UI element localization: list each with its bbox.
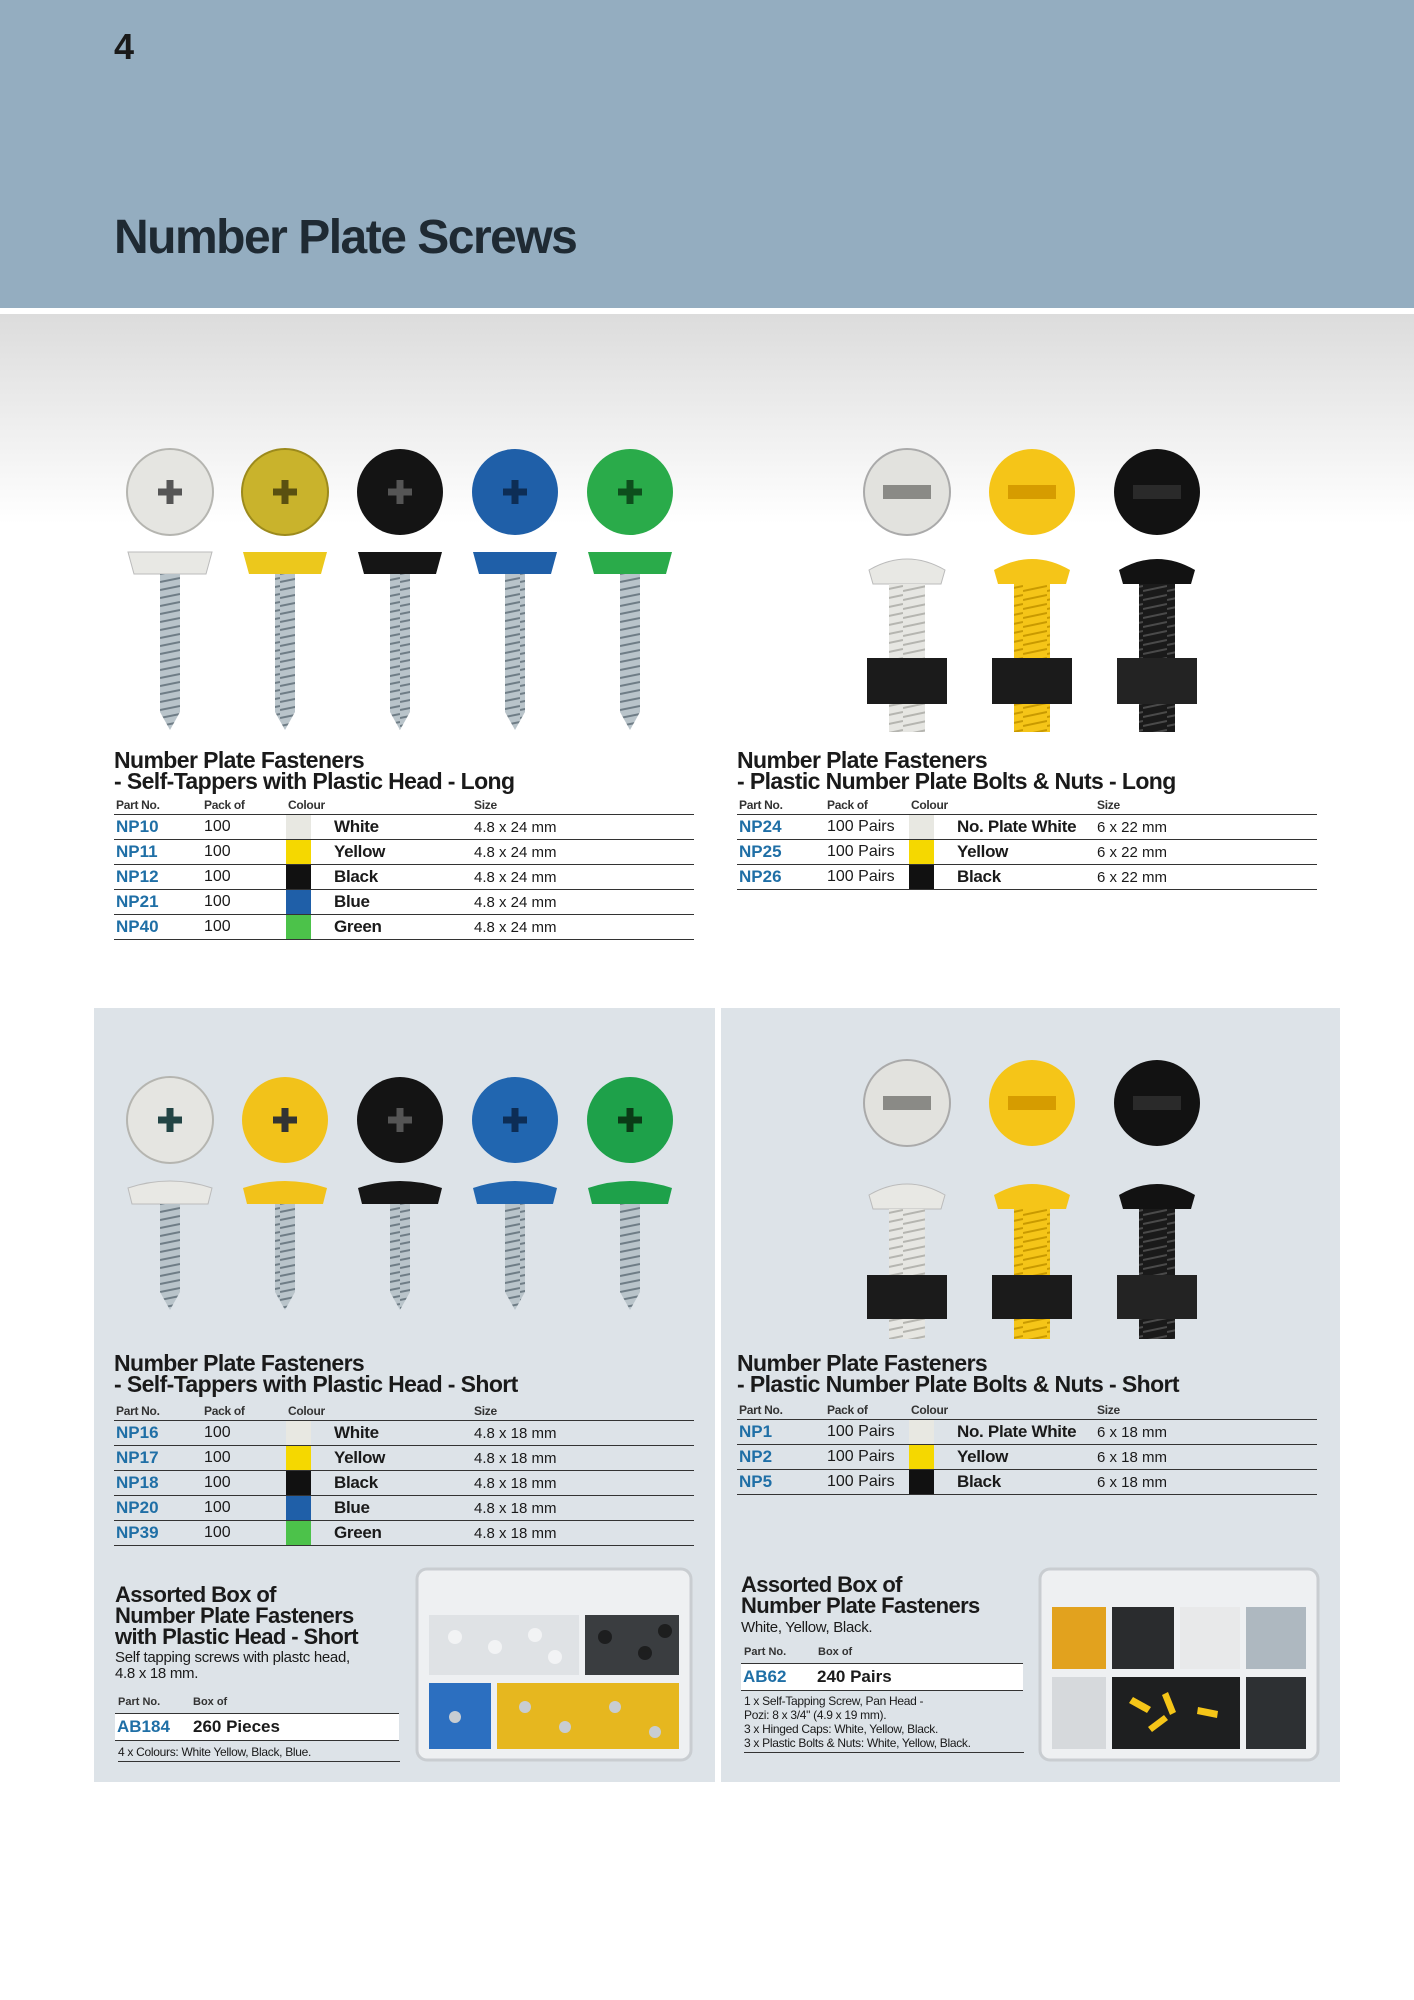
size-value: 6 x 18 mm [1095,1470,1317,1495]
bolt-side-white [867,559,947,732]
pack-quantity: 100 [202,1496,286,1521]
pack-quantity: 100 [202,1521,286,1546]
swatch-chip [909,1445,934,1469]
swatch-chip [909,865,934,889]
table-row [114,1496,694,1521]
column-header: Part No. [114,798,202,815]
ab62-description: White, Yellow, Black. [741,1619,873,1636]
bolt-head-yellow [989,449,1075,535]
column-header: Pack of [202,1404,286,1421]
colour-swatch [286,1471,324,1496]
screw-head-blue [472,449,558,535]
column-header: Part No. [737,1403,825,1420]
column-header: Size [472,1404,694,1421]
ab62-title-line-1: Assorted Box of [741,1572,902,1597]
column-header: Pack of [202,798,286,815]
colour-swatch [286,865,324,890]
ab184-title-line-3: with Plastic Head - Short [115,1624,358,1649]
bolt-head-white [864,449,950,535]
table-row [114,865,694,890]
bolt-head-black [1114,449,1200,535]
self-tapper-long-illustration [120,440,680,740]
table-row [737,1420,1317,1445]
ab184-header-part: Part No. [118,1696,161,1708]
self-tap-short-title-line-2: - Self-Tappers with Plastic Head - Short [114,1371,518,1397]
short-screw-head-blue [472,1077,558,1163]
column-header: Colour [286,798,472,815]
bolt-short-illustration [855,1055,1215,1355]
pack-quantity: 100 Pairs [825,1470,909,1495]
screw-side-white [128,552,212,730]
screw-head-white [127,449,213,535]
size-value: 6 x 22 mm [1095,840,1317,865]
part-number: NP20 [114,1496,202,1521]
size-value: 4.8 x 18 mm [472,1421,694,1446]
table-header-row [737,798,1317,815]
colour-name: Black [947,865,1095,890]
swatch-chip [286,890,311,914]
self-tap-short-title-line-1: Number Plate Fasteners [114,1350,365,1376]
ab184-quantity: 260 Pieces [193,1717,280,1736]
table-row [114,890,694,915]
table-row [737,840,1317,865]
bolts-long-title-line-2: - Plastic Number Plate Bolts & Nuts - Long [737,768,1176,794]
colour-swatch [286,1446,324,1471]
swatch-chip [286,865,311,889]
size-value: 6 x 22 mm [1095,865,1317,890]
size-value: 6 x 18 mm [1095,1420,1317,1445]
column-header: Size [1095,1403,1317,1420]
self-tap-long-title-line-1: Number Plate Fasteners [114,747,365,773]
swatch-chip [909,1470,934,1494]
colour-name: Yellow [947,1445,1095,1470]
colour-name: Blue [324,1496,472,1521]
colour-swatch [286,890,324,915]
pack-quantity: 100 Pairs [825,815,909,840]
swatch-chip [286,1471,311,1495]
colour-swatch [909,865,947,890]
ab184-title-line-2: Number Plate Fasteners [115,1603,354,1628]
colour-swatch [286,840,324,865]
size-value: 6 x 18 mm [1095,1445,1317,1470]
column-header: Part No. [114,1404,202,1421]
pack-quantity: 100 [202,1421,286,1446]
ab62-part-number: AB62 [743,1667,787,1686]
short-screw-side-blue [473,1181,557,1310]
screw-side-black [358,552,442,730]
part-number: NP2 [737,1445,825,1470]
part-number: NP5 [737,1470,825,1495]
colour-swatch [909,1445,947,1470]
short-screw-side-yellow [243,1181,327,1310]
bolts-short-title-line-1: Number Plate Fasteners [737,1350,988,1376]
self-tap-long-title-line-2: - Self-Tappers with Plastic Head - Long [114,768,515,794]
self-tap-short-title [114,1350,518,1397]
page-number: 4 [114,26,135,67]
short-screw-head-black [357,1077,443,1163]
pack-quantity: 100 [202,1446,286,1471]
size-value: 4.8 x 18 mm [472,1496,694,1521]
screw-head-yellow [242,449,328,535]
pack-quantity: 100 Pairs [825,840,909,865]
colour-swatch [286,1421,324,1446]
colour-swatch [286,815,324,840]
short-bolt-head-black [1114,1060,1200,1146]
size-value: 4.8 x 24 mm [472,865,694,890]
table-row [114,840,694,865]
part-number: NP16 [114,1421,202,1446]
pack-quantity: 100 Pairs [825,1420,909,1445]
column-header: Size [1095,798,1317,815]
table-header-row [114,798,694,815]
ab184-note: 4 x Colours: White Yellow, Black, Blue. [118,1745,400,1762]
table-row [114,1421,694,1446]
ab184-desc-line-2: 4.8 x 18 mm. [115,1665,199,1682]
colour-name: White [324,1421,472,1446]
colour-name: Green [324,915,472,940]
part-number: NP21 [114,890,202,915]
column-header: Pack of [825,798,909,815]
size-value: 6 x 22 mm [1095,815,1317,840]
pack-quantity: 100 Pairs [825,1445,909,1470]
bolts-long-title-line-1: Number Plate Fasteners [737,747,988,773]
part-number: NP11 [114,840,202,865]
ab184-box-photo [415,1567,693,1762]
column-header: Part No. [737,798,825,815]
self-tapper-short-illustration [120,1070,680,1320]
ab184-title-line-1: Assorted Box of [115,1582,276,1607]
screw-side-yellow [243,552,327,730]
swatch-chip [286,1521,311,1545]
column-header: Size [472,798,694,815]
page-title: Number Plate Screws [114,211,577,264]
part-number: NP18 [114,1471,202,1496]
screw-head-green [587,449,673,535]
bolts-long-table [737,798,1317,890]
pack-quantity: 100 [202,865,286,890]
size-value: 4.8 x 18 mm [472,1446,694,1471]
table-row [737,1470,1317,1495]
pack-quantity: 100 Pairs [825,865,909,890]
screw-head-black [357,449,443,535]
table-row [737,1445,1317,1470]
part-number: NP1 [737,1420,825,1445]
table-header-row [114,1404,694,1421]
colour-swatch [286,1496,324,1521]
colour-swatch [909,1470,947,1495]
bolts-short-title-line-2: - Plastic Number Plate Bolts & Nuts - Short [737,1371,1179,1397]
column-header: Colour [286,1404,472,1421]
short-screw-head-green [587,1077,673,1163]
table-row [114,1471,694,1496]
swatch-chip [286,1421,311,1445]
short-bolt-side-white [867,1184,947,1339]
ab184-part-number: AB184 [117,1717,170,1736]
pack-quantity: 100 [202,815,286,840]
table-row [114,815,694,840]
bolts-long-title [737,747,1176,794]
table-header-row [737,1403,1317,1420]
part-number: NP25 [737,840,825,865]
ab184-header-box: Box of [193,1696,228,1708]
screw-side-blue [473,552,557,730]
colour-name: Black [947,1470,1095,1495]
colour-swatch [286,915,324,940]
table-row [114,1521,694,1546]
ab62-note-line-1: 1 x Self-Tapping Screw, Pan Head - [744,1694,924,1708]
bolt-side-black [1117,559,1197,732]
table-row [737,865,1317,890]
column-header: Colour [909,1403,1095,1420]
colour-swatch [909,1420,947,1445]
short-screw-side-green [588,1181,672,1310]
colour-name: White [324,815,472,840]
self-tap-short-table [114,1404,694,1546]
swatch-chip [286,1446,311,1470]
colour-swatch [286,1521,324,1546]
size-value: 4.8 x 24 mm [472,840,694,865]
short-bolt-head-white [864,1060,950,1146]
size-value: 4.8 x 24 mm [472,815,694,840]
short-bolt-side-yellow [992,1184,1072,1339]
colour-name: Black [324,865,472,890]
ab62-header-part: Part No. [744,1646,787,1658]
short-bolt-head-yellow [989,1060,1075,1146]
short-screw-side-white [128,1181,212,1310]
swatch-chip [909,815,934,839]
table-row [737,815,1317,840]
part-number: NP17 [114,1446,202,1471]
pack-quantity: 100 [202,840,286,865]
ab184-title [115,1584,358,1647]
colour-name: Yellow [947,840,1095,865]
ab184-desc-line-1: Self tapping screws with plastc head, [115,1649,350,1666]
swatch-chip [286,815,311,839]
self-tap-long-table [114,798,694,940]
ab62-title [741,1574,980,1616]
size-value: 4.8 x 24 mm [472,915,694,940]
swatch-chip [909,840,934,864]
part-number: NP12 [114,865,202,890]
size-value: 4.8 x 18 mm [472,1471,694,1496]
table-row [114,1446,694,1471]
ab62-header-box: Box of [818,1646,853,1658]
swatch-chip [286,1496,311,1520]
column-header: Colour [909,798,1095,815]
ab62-quantity: 240 Pairs [817,1667,892,1686]
ab184-row [115,1713,399,1741]
part-number: NP24 [737,815,825,840]
ab62-note-line-3: 3 x Hinged Caps: White, Yellow, Black. [744,1722,939,1736]
ab62-note-line-4: 3 x Plastic Bolts & Nuts: White, Yellow, Black. [744,1736,971,1750]
part-number: NP26 [737,865,825,890]
ab62-row [741,1663,1023,1691]
part-number: NP10 [114,815,202,840]
bolt-side-yellow [992,559,1072,732]
table-row [114,915,694,940]
colour-name: Blue [324,890,472,915]
ab184-description [115,1650,350,1682]
part-number: NP39 [114,1521,202,1546]
screw-side-green [588,552,672,730]
pack-quantity: 100 [202,890,286,915]
swatch-chip [286,915,311,939]
bolts-short-title [737,1350,1179,1397]
ab62-title-line-2: Number Plate Fasteners [741,1593,980,1618]
ab62-box-photo [1038,1567,1320,1762]
swatch-chip [909,1420,934,1444]
colour-name: No. Plate White [947,815,1095,840]
colour-swatch [909,815,947,840]
colour-name: Black [324,1471,472,1496]
pack-quantity: 100 [202,1471,286,1496]
short-bolt-side-black [1117,1184,1197,1339]
ab62-note-line-2: Pozi: 8 x 3/4" (4.9 x 19 mm). [744,1708,887,1722]
colour-name: Yellow [324,840,472,865]
short-screw-head-white [127,1077,213,1163]
short-screw-side-black [358,1181,442,1310]
swatch-chip [286,840,311,864]
colour-name: Green [324,1521,472,1546]
size-value: 4.8 x 18 mm [472,1521,694,1546]
size-value: 4.8 x 24 mm [472,890,694,915]
short-screw-head-yellow [242,1077,328,1163]
colour-name: No. Plate White [947,1420,1095,1445]
bolts-short-table [737,1403,1317,1495]
self-tap-long-title [114,747,515,794]
part-number: NP40 [114,915,202,940]
column-header: Pack of [825,1403,909,1420]
bolt-long-illustration [855,440,1215,740]
colour-name: Yellow [324,1446,472,1471]
pack-quantity: 100 [202,915,286,940]
colour-swatch [909,840,947,865]
ab62-notes [744,1694,1024,1753]
